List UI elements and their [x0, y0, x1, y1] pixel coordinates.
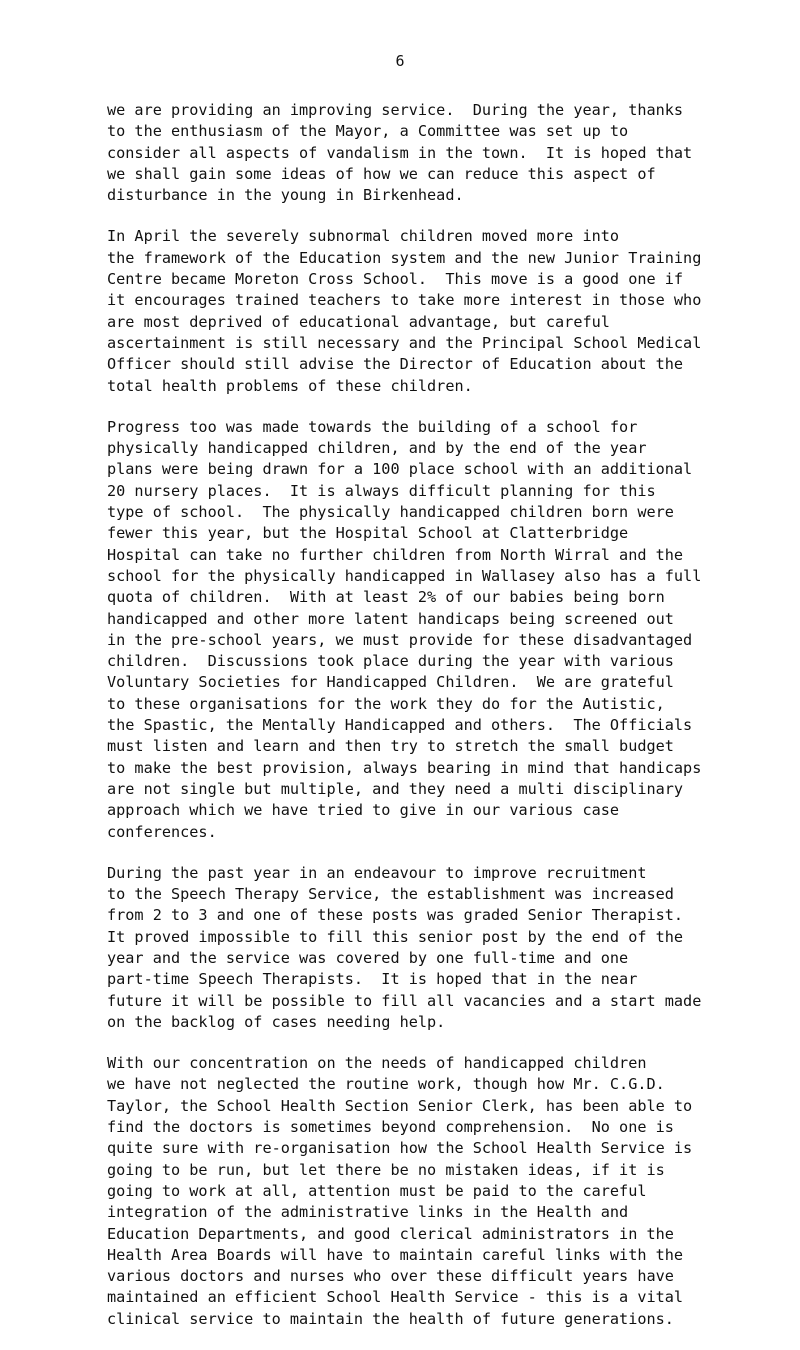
- text-line: Officer should still advise the Director of Education about the: [107, 355, 684, 374]
- text-line: future it will be possible to fill all vacancies and a start made: [107, 991, 702, 1010]
- paragraph-subnormal-children: [107, 226, 787, 396]
- text-line: find the doctors is sometimes beyond comprehension. No one is: [107, 1118, 674, 1137]
- page-number: 6: [395, 52, 405, 70]
- paragraph-physically-handicapped: [107, 417, 787, 843]
- text-line: type of school. The physically handicapped children born were: [107, 503, 674, 522]
- text-line: fewer this year, but the Hospital School at Clatterbridge: [107, 524, 629, 543]
- text-line: to these organisations for the work they do for the Autistic,: [107, 694, 665, 713]
- text-line: to the enthusiasm of the Mayor, a Committee was set up to: [107, 122, 629, 141]
- text-line: are not single but multiple, and they need a multi disciplinary: [107, 779, 684, 798]
- text-line: physically handicapped children, and by the end of the year: [107, 439, 647, 458]
- text-line: to the Speech Therapy Service, the establishment was increased: [107, 885, 674, 904]
- text-line: plans were being drawn for a 100 place school with an additional: [107, 460, 693, 479]
- paragraph-vandalism: [107, 100, 787, 206]
- text-line: Centre became Moreton Cross School. This move is a good one if: [107, 270, 684, 289]
- text-line: Taylor, the School Health Section Senior Clerk, has been able to: [107, 1096, 693, 1115]
- text-line: 20 nursery places. It is always difficult planning for this: [107, 481, 656, 500]
- text-line: It proved impossible to fill this senior post by the end of the: [107, 927, 684, 946]
- text-line: Hospital can take no further children from North Wirral and the: [107, 545, 684, 564]
- text-line: we shall gain some ideas of how we can reduce this aspect of: [107, 164, 656, 183]
- text-line: consider all aspects of vandalism in the town. It is hoped that: [107, 143, 693, 162]
- paragraph-routine-work: [107, 1053, 787, 1330]
- text-line: must listen and learn and then try to stretch the small budget: [107, 737, 674, 756]
- text-line: the framework of the Education system and the new Junior Training: [107, 248, 702, 267]
- text-line: maintained an efficient School Health Service - this is a vital: [107, 1288, 684, 1307]
- text-line: ascertainment is still necessary and the Principal School Medical: [107, 333, 702, 352]
- text-line: In April the severely subnormal children moved more into: [107, 227, 620, 246]
- text-line: Voluntary Societies for Handicapped Children. We are grateful: [107, 673, 674, 692]
- text-line: handicapped and other more latent handicaps being screened out: [107, 609, 674, 628]
- text-line: Health Area Boards will have to maintain careful links with the: [107, 1245, 684, 1264]
- text-line: are most deprived of educational advantage, but careful: [107, 312, 610, 331]
- text-line: the Spastic, the Mentally Handicapped and others. The Officials: [107, 716, 693, 735]
- text-line: disturbance in the young in Birkenhead.: [107, 186, 464, 205]
- text-line: various doctors and nurses who over these difficult years have: [107, 1267, 674, 1286]
- text-line: quite sure with re-organisation how the School Health Service is: [107, 1139, 693, 1158]
- body-text: [107, 100, 787, 1350]
- text-line: approach which we have tried to give in our various case: [107, 801, 620, 820]
- text-line: we have not neglected the routine work, though how Mr. C.G.D.: [107, 1075, 665, 1094]
- text-line: to make the best provision, always bearing in mind that handicaps: [107, 758, 702, 777]
- text-line: During the past year in an endeavour to improve recruitment: [107, 863, 647, 882]
- text-line: Education Departments, and good clerical administrators in the: [107, 1224, 674, 1243]
- text-line: it encourages trained teachers to take more interest in those who: [107, 291, 702, 310]
- text-line: total health problems of these children.: [107, 376, 473, 395]
- paragraph-speech-therapy: [107, 863, 787, 1033]
- text-line: going to work at all, attention must be paid to the careful: [107, 1181, 647, 1200]
- text-line: integration of the administrative links in the Health and: [107, 1203, 629, 1222]
- text-line: going to be run, but let there be no mistaken ideas, if it is: [107, 1160, 665, 1179]
- text-line: from 2 to 3 and one of these posts was graded Senior Therapist.: [107, 906, 684, 925]
- text-line: With our concentration on the needs of handicapped children: [107, 1054, 647, 1073]
- text-line: school for the physically handicapped in Wallasey also has a full: [107, 566, 702, 585]
- text-line: in the pre-school years, we must provide for these disadvantaged: [107, 630, 693, 649]
- text-line: Progress too was made towards the building of a school for: [107, 417, 638, 436]
- text-line: clinical service to maintain the health of future generations.: [107, 1309, 674, 1328]
- text-line: part-time Speech Therapists. It is hoped that in the near: [107, 970, 638, 989]
- text-line: children. Discussions took place during the year with various: [107, 652, 674, 671]
- text-line: year and the service was covered by one full-time and one: [107, 948, 629, 967]
- text-line: we are providing an improving service. During the year, thanks: [107, 101, 684, 119]
- text-line: on the backlog of cases needing help.: [107, 1012, 446, 1031]
- text-line: quota of children. With at least 2% of our babies being born: [107, 588, 665, 607]
- text-line: conferences.: [107, 822, 217, 841]
